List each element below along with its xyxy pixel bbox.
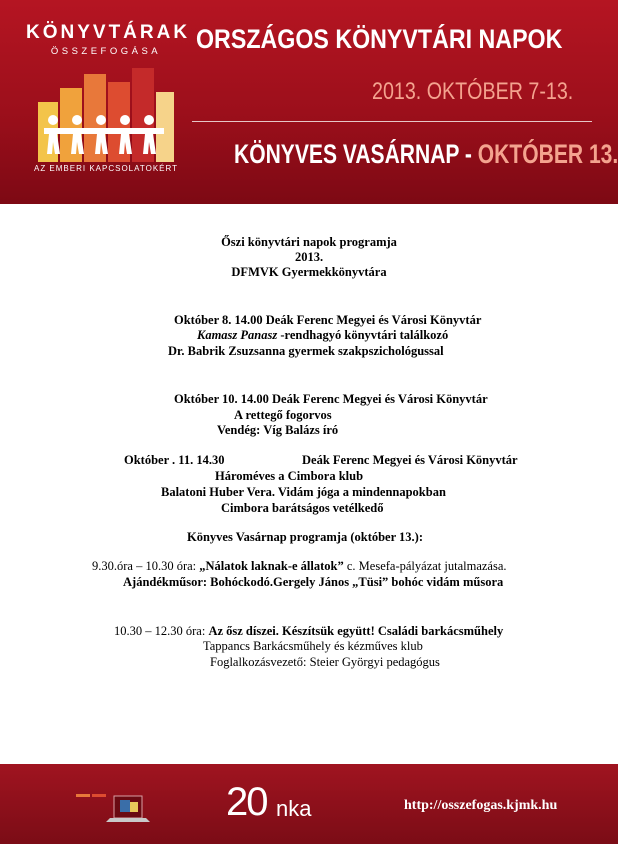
website-link[interactable]: http://osszefogas.kjmk.hu <box>404 798 558 813</box>
event3-yoga: Balatoni Huber Vera. Vidám jóga a mindennapokban <box>161 485 446 499</box>
slot2-leader: Foglalkozásvezető: Steier Györgyi pedagógus <box>210 655 440 669</box>
nka-logo <box>226 780 336 830</box>
event2-when-where: Október 10. 14.00 Deák Ferenc Megyei és Városi Könyvtár <box>174 392 488 406</box>
nka-number: 20 <box>226 780 267 824</box>
event3-contest: Cimbora barátságos vetélkedő <box>221 501 384 515</box>
event1-guest: Dr. Babrik Zsuzsanna gyermek szakpszichológussal <box>168 344 444 358</box>
slot1-line <box>92 559 507 574</box>
event-title: ORSZÁGOS KÖNYVTÁRI NAPOK <box>196 24 563 54</box>
sunday-date: OKTÓBER 13. <box>477 139 618 169</box>
slot1-title: „Nálatok laknak-e állatok” <box>199 559 344 573</box>
sponsor-logo-icon <box>74 790 154 824</box>
nka-text: nka <box>276 796 312 821</box>
event2-title: A rettegő fogorvos <box>234 408 332 422</box>
program-content <box>0 204 618 764</box>
intro-year: 2013. <box>294 250 324 264</box>
event1-title <box>197 328 448 343</box>
event2-guest: Vendég: Víg Balázs író <box>217 423 339 437</box>
event-dates: 2013. OKTÓBER 7-13. <box>372 78 574 105</box>
event1-title-rest: -rendhagyó könyvtári találkozó <box>277 328 449 342</box>
slot2-title: Az ősz díszei. Készítsük együtt! Családi barkácsműhely <box>208 624 504 638</box>
konyvtarak-logo <box>26 22 191 182</box>
slot2-line <box>114 624 503 639</box>
event3-title: Hároméves a Cimbora klub <box>215 469 364 483</box>
slot1-rest: c. Mesefa-pályázat jutalmazása. <box>343 559 507 573</box>
event3-date: Október . 11. 14.30 <box>124 453 225 467</box>
intro-library: DFMVK Gyermekkönyvtára <box>231 265 387 279</box>
logo-title: KÖNYVTÁRAK <box>26 22 191 43</box>
event1-when-where: Október 8. 14.00 Deák Ferenc Megyei és Városi Könyvtár <box>174 313 482 327</box>
slot1-time: 9.30.óra – 10.30 óra: <box>92 559 200 573</box>
slot2-time: 10.30 – 12.30 óra: <box>114 624 209 638</box>
header-banner <box>0 0 618 204</box>
intro-title: Őszi könyvtári napok programja <box>221 235 397 249</box>
event1-title-italic: Kamasz Panasz <box>197 328 278 342</box>
sunday-heading <box>234 139 618 170</box>
slot2-club: Tappancs Barkácsműhely és kézműves klub <box>203 639 423 653</box>
slot1-show: Ajándékműsor: Bohóckodó.Gergely János „Tüsi” bohóc vidám műsora <box>123 575 504 589</box>
footer-banner <box>0 764 618 844</box>
event3-venue: Deák Ferenc Megyei és Városi Könyvtár <box>302 453 518 467</box>
logo-tagline: AZ EMBERI KAPCSOLATOKÉRT <box>33 164 179 173</box>
sunday-program-heading: Könyves Vasárnap programja (október 13.): <box>187 530 424 544</box>
header-divider <box>192 121 592 122</box>
logo-people-icon <box>36 62 176 162</box>
logo-subtitle: ÖSSZEFOGÁSA <box>50 46 162 57</box>
sunday-label: KÖNYVES VASÁRNAP - <box>234 139 478 169</box>
